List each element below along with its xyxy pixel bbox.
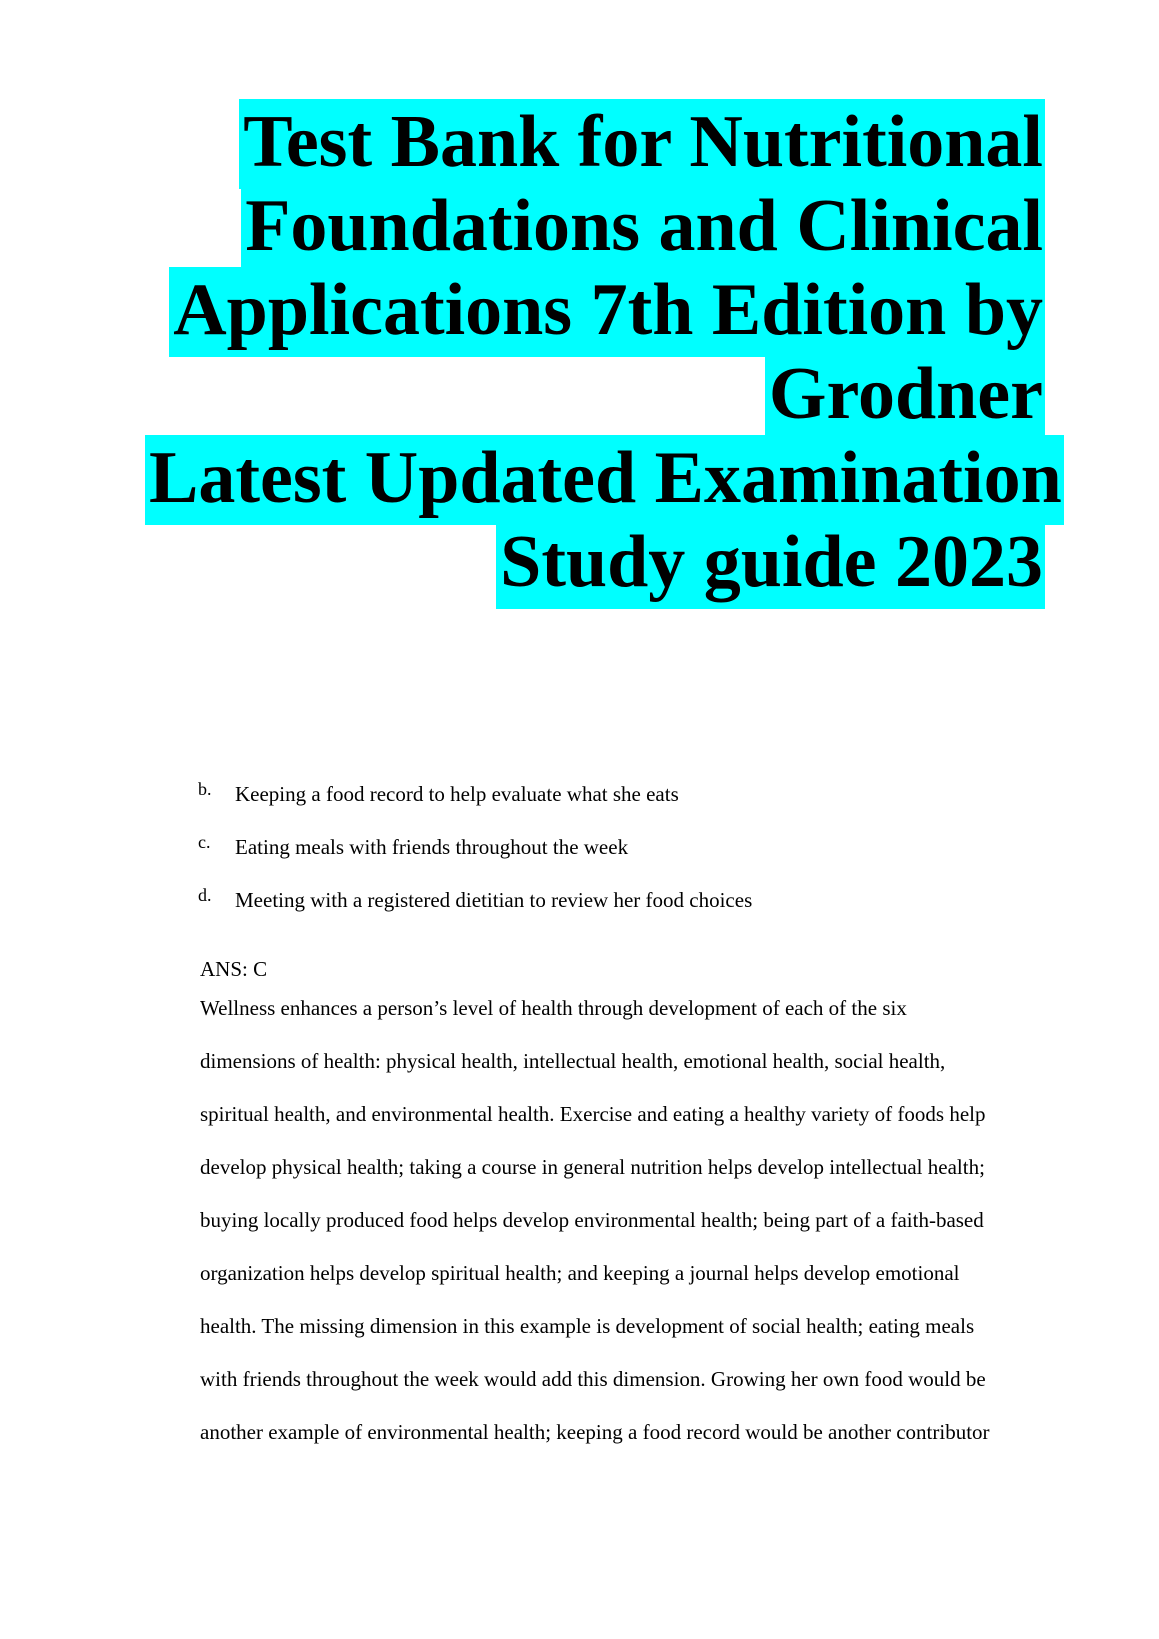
option-text: Meeting with a registered dietitian to review her food choices <box>235 888 753 912</box>
title-line <box>145 268 1045 352</box>
rationale-line: with friends throughout the week would add this dimension. Growing her own food would be <box>200 1367 986 1391</box>
rationale-line: Wellness enhances a person’s level of health through development of each of the six <box>200 996 907 1020</box>
title-line-text: Study guide 2023 <box>496 519 1045 609</box>
option-letter: c. <box>198 832 211 852</box>
option-text: Keeping a food record to help evaluate what she eats <box>235 782 679 806</box>
document-title <box>145 100 1062 604</box>
answer-options <box>198 779 1078 941</box>
title-line <box>145 352 1045 436</box>
title-line <box>145 184 1045 268</box>
rationale-line: organization helps develop spiritual health; and keeping a journal helps develop emotional <box>200 1261 960 1285</box>
title-line-text: Test Bank for Nutritional <box>239 99 1045 189</box>
title-line-text: Foundations and Clinical <box>241 183 1045 273</box>
rationale-line: dimensions of health: physical health, intellectual health, emotional health, social health, <box>200 1049 946 1073</box>
rationale-line: health. The missing dimension in this example is development of social health; eating meals <box>200 1314 975 1338</box>
rationale-line: another example of environmental health; keeping a food record would be another contributor <box>200 1420 990 1444</box>
answer-key: ANS: C <box>200 957 268 981</box>
option-letter: b. <box>198 779 212 799</box>
title-line-text: Grodner <box>765 351 1045 441</box>
option-c <box>198 832 1078 888</box>
title-line <box>145 520 1045 604</box>
option-d <box>198 885 1078 941</box>
rationale-line: buying locally produced food helps develop environmental health; being part of a faith-based <box>200 1208 984 1232</box>
rationale-paragraph <box>200 991 990 1468</box>
title-line <box>145 100 1045 184</box>
rationale-line: spiritual health, and environmental health. Exercise and eating a healthy variety of foods help <box>200 1102 986 1126</box>
rationale-line: develop physical health; taking a course in general nutrition helps develop intellectual health; <box>200 1155 985 1179</box>
title-line <box>145 436 1062 520</box>
option-b <box>198 779 1078 835</box>
option-letter: d. <box>198 885 212 905</box>
option-text: Eating meals with friends throughout the week <box>235 835 629 859</box>
title-line-text: Applications 7th Edition by <box>169 267 1045 357</box>
title-line-text: Latest Updated Examination <box>145 435 1064 525</box>
